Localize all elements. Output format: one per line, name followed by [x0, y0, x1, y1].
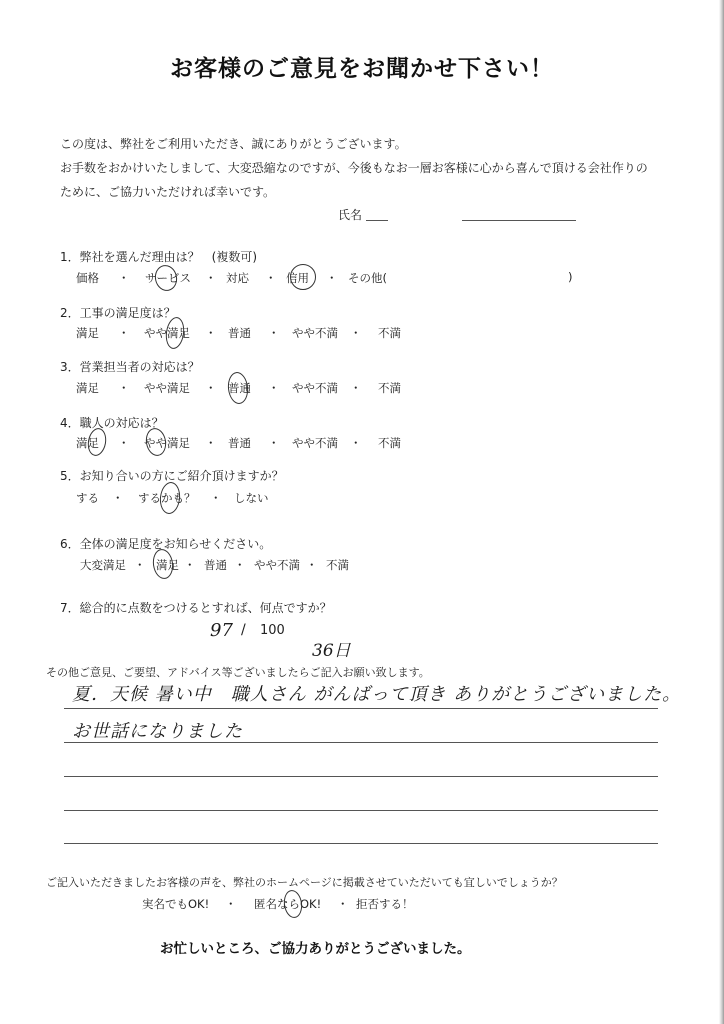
q4-option-1: 満足	[76, 436, 99, 450]
q4-separator: ・	[118, 436, 130, 450]
comment-rule-2	[64, 742, 658, 743]
q1-option-price: 価格	[76, 271, 99, 285]
publish-separator: ・	[225, 897, 237, 911]
q2-option-3: 普通	[228, 326, 251, 340]
q2-option-2: やや満足	[144, 326, 190, 340]
question-3: 3．営業担当者の対応は？	[60, 360, 200, 374]
publish-option-refuse: 拒否する！	[356, 897, 414, 911]
q3-option-5: 不満	[378, 381, 401, 395]
q2-separator: ・	[268, 326, 280, 340]
q5-circle-selected	[158, 481, 181, 515]
comments-label: その他ご意見、ご要望、アドバイス等ございましたらご記入お願い致します。	[46, 666, 430, 679]
q3-option-3: 普通	[228, 381, 251, 395]
q1-circle-trust	[290, 264, 316, 290]
q5-option-3: しない	[234, 491, 269, 505]
q1-option-response: 対応	[226, 271, 249, 285]
q1-option-other-label: その他	[348, 271, 383, 285]
q1-separator: ・	[118, 271, 130, 285]
q2-separator: ・	[205, 326, 217, 340]
q4-separator: ・	[268, 436, 280, 450]
q1-other-close-paren: )	[568, 270, 573, 284]
q6-option-4: やや不満	[254, 558, 300, 572]
handwritten-days-note: 36日	[312, 641, 351, 661]
closing-message: お忙しいところ、ご協力ありがとうございました。	[160, 941, 471, 957]
publish-circle-selected	[282, 889, 304, 919]
q4-circle-manzoku	[86, 427, 109, 458]
score-slash: /	[241, 622, 246, 638]
publish-option-anonymous: 匿名ならOK!	[254, 897, 322, 911]
q6-separator: ・	[306, 558, 318, 572]
q2-option-1: 満足	[76, 326, 99, 340]
comment-rule-4	[64, 810, 658, 811]
q6-separator: ・	[184, 558, 196, 572]
question-7: 7．総合的に点数をつけるとすれば、何点ですか？	[60, 601, 332, 615]
q5-separator: ・	[112, 491, 124, 505]
q4-option-3: 普通	[228, 436, 251, 450]
comment-line-2: お世話になりました	[72, 721, 243, 742]
intro-line-2: お手数をおかけいたしまして、大変恐縮なのですが、今後もなお一層お客様に心から喜んで頂ける会社作りの	[60, 161, 648, 175]
q3-separator: ・	[268, 381, 280, 395]
q1-separator: ・	[205, 271, 217, 285]
q3-option-1: 満足	[76, 381, 99, 395]
q5-separator: ・	[210, 491, 222, 505]
q4-separator: ・	[350, 436, 362, 450]
q1-option-other: その他(	[348, 271, 387, 285]
q1-option-trust: 信用	[286, 271, 309, 285]
q4-circle-yaya-manzoku	[144, 426, 169, 457]
name-label: 氏名	[338, 208, 363, 222]
q2-separator: ・	[118, 326, 130, 340]
q3-circle-selected	[226, 371, 249, 405]
q1-separator: ・	[326, 271, 338, 285]
q5-option-2: するかも？	[138, 491, 196, 505]
q6-separator: ・	[234, 558, 246, 572]
q2-separator: ・	[350, 326, 362, 340]
question-1: 1．弊社を選んだ理由は？ (複数可)	[60, 250, 257, 264]
q5-option-1: する	[76, 491, 99, 505]
page-title: お客様のご意見をお聞かせ下さい！	[170, 56, 554, 82]
q6-option-3: 普通	[204, 558, 227, 572]
name-short-rule	[366, 220, 388, 221]
q6-separator: ・	[134, 558, 146, 572]
q2-option-5: 不満	[378, 326, 401, 340]
score-max: 100	[260, 623, 285, 638]
q3-separator: ・	[350, 381, 362, 395]
q4-option-5: 不満	[378, 436, 401, 450]
q2-circle-selected	[164, 316, 186, 350]
q2-option-4: やや不満	[292, 326, 338, 340]
q3-option-2: やや満足	[144, 381, 190, 395]
comment-rule-5	[64, 843, 658, 844]
q4-option-4: やや不満	[292, 436, 338, 450]
name-field-line	[462, 220, 576, 221]
q3-separator: ・	[205, 381, 217, 395]
publish-question: ご記入いただきましたお客様の声を、弊社のホームページに掲載させていただいても宜しいでしょうか？	[46, 876, 563, 889]
intro-line-3: ために、ご協力いただければ幸いです。	[60, 185, 276, 199]
publish-option-real-name: 実名でもOK!	[142, 897, 210, 911]
page-edge-shadow	[719, 0, 724, 1024]
q1-option-service: サービス	[145, 271, 191, 285]
comment-line-1: 夏．天候 暑い中 職人さん がんばって頂き ありがとうございました。	[72, 684, 682, 705]
q6-option-1: 大変満足	[80, 558, 126, 572]
question-2: 2．工事の満足度は？	[60, 306, 176, 320]
comment-rule-3	[64, 776, 658, 777]
q1-circle-service	[153, 263, 180, 293]
q6-circle-selected	[151, 548, 175, 580]
q1-separator: ・	[265, 271, 277, 285]
q4-separator: ・	[205, 436, 217, 450]
comment-rule-1	[64, 708, 658, 709]
q3-option-4: やや不満	[292, 381, 338, 395]
score-value: 97	[210, 620, 233, 641]
q4-option-2: やや満足	[144, 436, 190, 450]
q6-option-5: 不満	[326, 558, 349, 572]
question-6: 6．全体の満足度をお知らせください。	[60, 537, 272, 551]
intro-line-1: この度は、弊社をご利用いただき、誠にありがとうございます。	[60, 137, 407, 151]
q6-option-2: 満足	[156, 558, 179, 572]
question-5: 5．お知り合いの方にご紹介頂けますか？	[60, 469, 284, 483]
publish-separator: ・	[337, 897, 349, 911]
question-4: 4．職人の対応は？	[60, 416, 164, 430]
q3-separator: ・	[118, 381, 130, 395]
